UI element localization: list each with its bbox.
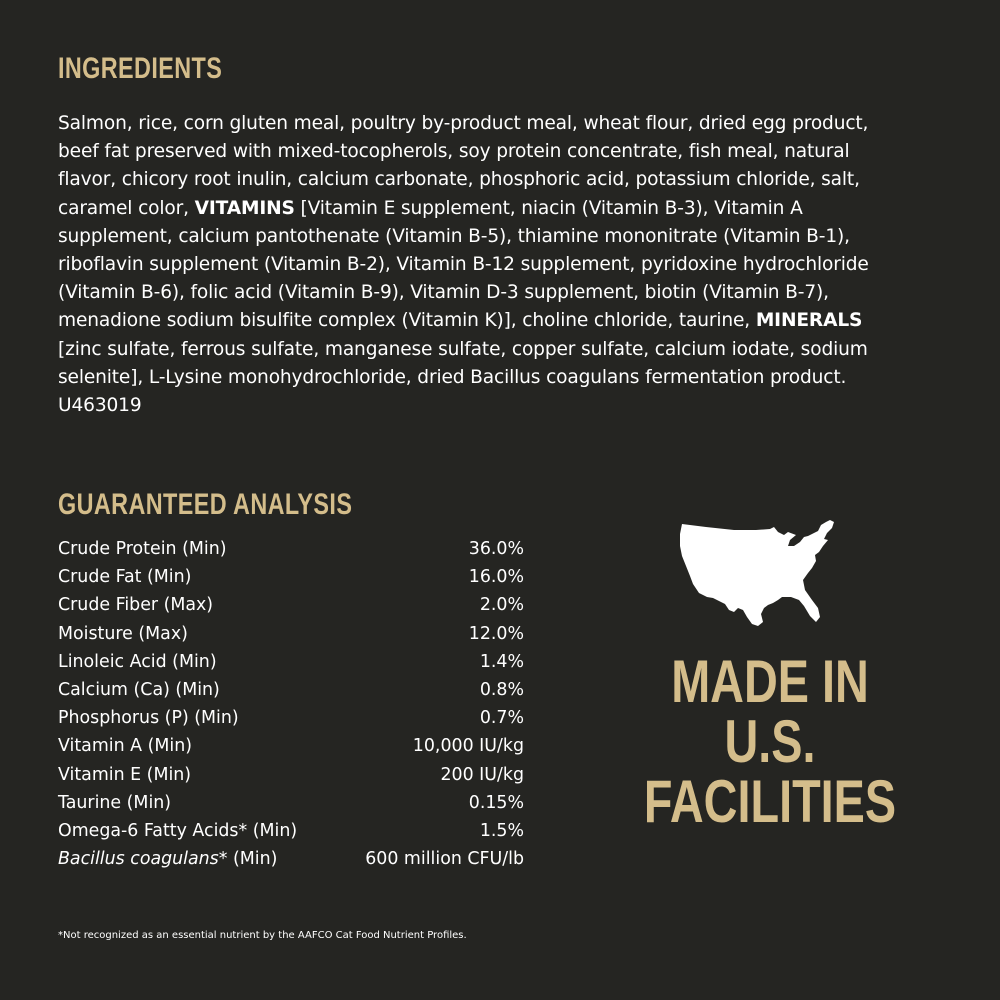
analysis-row	[58, 845, 524, 873]
ingredients-line: flavor, chicory root inulin, calcium carbonate, phosphoric acid, potassium chloride, salt,	[58, 169, 860, 191]
analysis-label: Phosphorus (P) (Min)	[58, 708, 239, 729]
analysis-row	[58, 732, 524, 760]
analysis-value: 600 million CFU/lb	[365, 849, 524, 870]
analysis-value: 0.15%	[468, 792, 524, 813]
analysis-label: Moisture (Max)	[58, 623, 188, 644]
ingredients-line: (Vitamin B-6), folic acid (Vitamin B-9), Vitamin D-3 supplement, biotin (Vitamin B-7),	[58, 282, 829, 304]
guaranteed-analysis-table	[58, 535, 524, 873]
made-in-usa-badge	[600, 648, 940, 835]
ingredients-line: [zinc sulfate, ferrous sulfate, manganese sulfate, copper sulfate, calcium iodate, sodium	[58, 338, 868, 360]
analysis-label: Calcium (Ca) (Min)	[58, 680, 220, 701]
analysis-label: Vitamin E (Min)	[58, 764, 192, 785]
made-in-line: FACILITIES	[643, 768, 897, 835]
analysis-row	[58, 620, 524, 648]
analysis-value: 1.4%	[479, 651, 524, 672]
analysis-label: Linoleic Acid (Min)	[58, 651, 217, 672]
analysis-row	[58, 789, 524, 817]
ingredients-line: supplement, calcium pantothenate (Vitamin B-5), thiamine mononitrate (Vitamin B-1),	[58, 225, 850, 247]
guaranteed-analysis-heading: GUARANTEED ANALYSIS	[58, 488, 353, 521]
analysis-label: Vitamin A (Min)	[58, 736, 192, 757]
analysis-row	[58, 563, 524, 591]
usa-map-icon	[678, 518, 838, 630]
ingredients-heading: INGREDIENTS	[58, 52, 223, 85]
ingredients-line: menadione sodium bisulfite complex (Vitamin K)], choline chloride, taurine, MINERALS	[58, 310, 863, 332]
product-code: U463019	[58, 395, 142, 417]
analysis-value: 36.0%	[468, 539, 524, 559]
analysis-row	[58, 676, 524, 704]
analysis-label: Crude Fat (Min)	[58, 567, 192, 588]
ingredients-line: beef fat preserved with mixed-tocopherols, soy protein concentrate, fish meal, natural	[58, 141, 850, 163]
analysis-row	[58, 591, 524, 619]
analysis-value: 10,000 IU/kg	[412, 736, 524, 757]
made-in-line: U.S.	[724, 708, 816, 775]
analysis-value: 0.8%	[479, 680, 524, 701]
ingredients-list	[58, 110, 948, 420]
made-in-line: MADE IN	[671, 648, 869, 715]
analysis-label: Omega-6 Fatty Acids* (Min)	[58, 821, 298, 842]
analysis-row	[58, 648, 524, 676]
analysis-value: 200 IU/kg	[440, 764, 524, 785]
analysis-value: 0.7%	[479, 708, 524, 729]
analysis-row	[58, 704, 524, 732]
analysis-value: 16.0%	[468, 567, 524, 588]
ingredients-line: Salmon, rice, corn gluten meal, poultry by-product meal, wheat flour, dried egg product,	[58, 113, 869, 134]
analysis-row	[58, 535, 524, 563]
analysis-label: Crude Fiber (Max)	[58, 595, 214, 616]
ingredients-line: riboflavin supplement (Vitamin B-2), Vitamin B-12 supplement, pyridoxine hydrochloride	[58, 254, 869, 276]
vitamins-label: VITAMINS	[194, 197, 295, 219]
analysis-row	[58, 761, 524, 789]
ingredients-line: selenite], L-Lysine monohydrochloride, dried Bacillus coagulans fermentation product.	[58, 366, 847, 388]
analysis-label: Taurine (Min)	[58, 792, 172, 813]
analysis-value: 1.5%	[479, 821, 524, 842]
analysis-value: 12.0%	[468, 623, 524, 644]
analysis-value: 2.0%	[479, 595, 524, 616]
analysis-row	[58, 817, 524, 845]
analysis-label: Crude Protein (Min)	[58, 539, 227, 559]
footnote: *Not recognized as an essential nutrient by the AAFCO Cat Food Nutrient Profiles.	[58, 930, 467, 941]
ingredients-line: caramel color, VITAMINS [Vitamin E supplement, niacin (Vitamin B-3), Vitamin A	[58, 197, 803, 219]
minerals-label: MINERALS	[755, 310, 863, 332]
analysis-label: Bacillus coagulans* (Min)	[58, 849, 278, 870]
